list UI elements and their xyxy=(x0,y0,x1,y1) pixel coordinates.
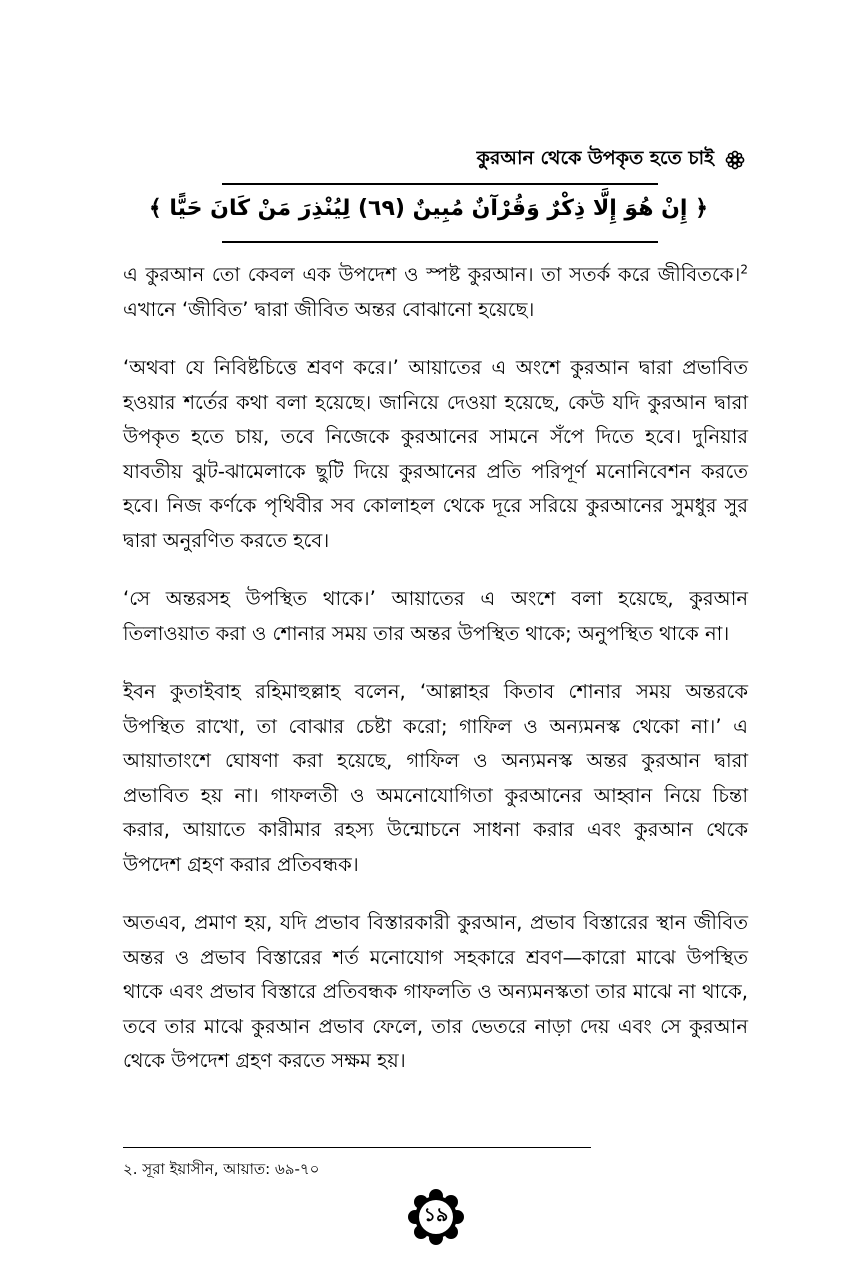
ayah-close-bracket: ﴾ xyxy=(148,196,162,221)
paragraph: ‘অথবা যে নিবিষ্টচিত্তে শ্রবণ করে।’ আয়াতের এ অংশে কুরআন দ্বারা প্রভাবিত হওয়ার শর্তের কথা বলা হয়েছে। জানিয়ে দেওয়া হয়েছে, কেউ যদি কুরআন দ্বারা উপকৃত হতে চায়, তবে নিজেকে কুরআনের সামনে সঁপে দিতে হবে। দুনিয়ার যাবতীয় ঝুট-ঝামেলাকে ছুটি দিয়ে কুরআনের প্রতি পরিপূর্ণ মনোনিবেশন করতে হবে। নিজ কর্ণকে পৃথিবীর সব কোলাহল থেকে দূরে সরিয়ে কুরআনের সুমধুর সুর দ্বারা অনুরণিত করতে হবে। xyxy=(123,356,748,552)
paragraph-text: এখানে ‘জীবিত’ দ্বারা জীবিত অন্তর বোঝানো হয়েছে। xyxy=(123,297,535,321)
ayah-text: إِنْ هُوَ إِلَّا ذِكْرٌ وَقُرْآنٌ مُبِينٌ (٦٩) لِيُنْذِرَ مَنْ كَانَ حَيًّا xyxy=(169,196,688,221)
quran-ayah xyxy=(148,196,708,221)
paragraph: ‘সে অন্তরসহ উপস্থিত থাকে।’ আয়াতের এ অংশে বলা হয়েছে, কুরআন তিলাওয়াত করা ও শোনার সময় তার অন্তর উপস্থিত থাকে; অনুপস্থিত থাকে না। xyxy=(123,587,748,645)
running-header-title: কুরআন থেকে উপকৃত হতে চাই xyxy=(476,147,714,169)
paragraph xyxy=(123,258,748,327)
paragraph-text: এ কুরআন তো কেবল এক উপদেশ ও স্পষ্ট কুরআন। তা সতর্ক করে জীবিতকে। xyxy=(123,263,741,286)
footnote: ২. সূরা ইয়াসীন, আয়াত: ৬৯-৭০ xyxy=(123,1160,320,1178)
ayah-bottom-rule xyxy=(222,241,658,243)
footnote-divider xyxy=(123,1147,591,1148)
running-header xyxy=(477,144,746,176)
body-text xyxy=(123,258,748,1103)
paragraph: ইবন কুতাইবাহ রহিমাহুল্লাহ বলেন, ‘আল্লাহর কিতাব শোনার সময় অন্তরকে উপস্থিত রাখো, তা বোঝার চেষ্টা করো; গাফিল ও অন্যমনস্ক থেকো না।’ এ আয়াতাংশে ঘোষণা করা হয়েছে, গাফিল ও অন্যমনস্ক অন্তর কুরআন দ্বারা প্রভাবিত হয় না। গাফলতী ও অমনোযোগিতা কুরআনের আহ্বান নিয়ে চিন্তা করার, আয়াতে কারীমার রহস্য উন্মোচনে সাধনা করার এবং কুরআন থেকে উপদেশ গ্রহণ করার প্রতিবন্ধক। xyxy=(123,680,748,876)
flower-ornament-icon xyxy=(724,149,746,171)
page-number-badge xyxy=(407,1188,465,1246)
page-number: ১৯ xyxy=(423,1204,449,1226)
ayah-open-bracket: ﴿ xyxy=(695,196,708,221)
ayah-top-rule xyxy=(222,183,658,185)
footnote-reference: 2 xyxy=(740,262,748,277)
paragraph: অতএব, প্রমাণ হয়, যদি প্রভাব বিস্তারকারী কুরআন, প্রভাব বিস্তারের স্থান জীবিত অন্তর ও প্রভাব বিস্তারের শর্ত মনোযোগ সহকারে শ্রবণ—কারো মাঝে উপস্থিত থাকে এবং প্রভাব বিস্তারে প্রতিবন্ধক গাফলতি ও অন্যমনস্কতা তার মাঝে না থাকে, তবে তার মাঝে কুরআন প্রভাব ফেলে, তার ভেতরে নাড়া দেয় এবং সে কুরআন থেকে উপদেশ গ্রহণ করতে সক্ষম হয়। xyxy=(123,911,748,1072)
